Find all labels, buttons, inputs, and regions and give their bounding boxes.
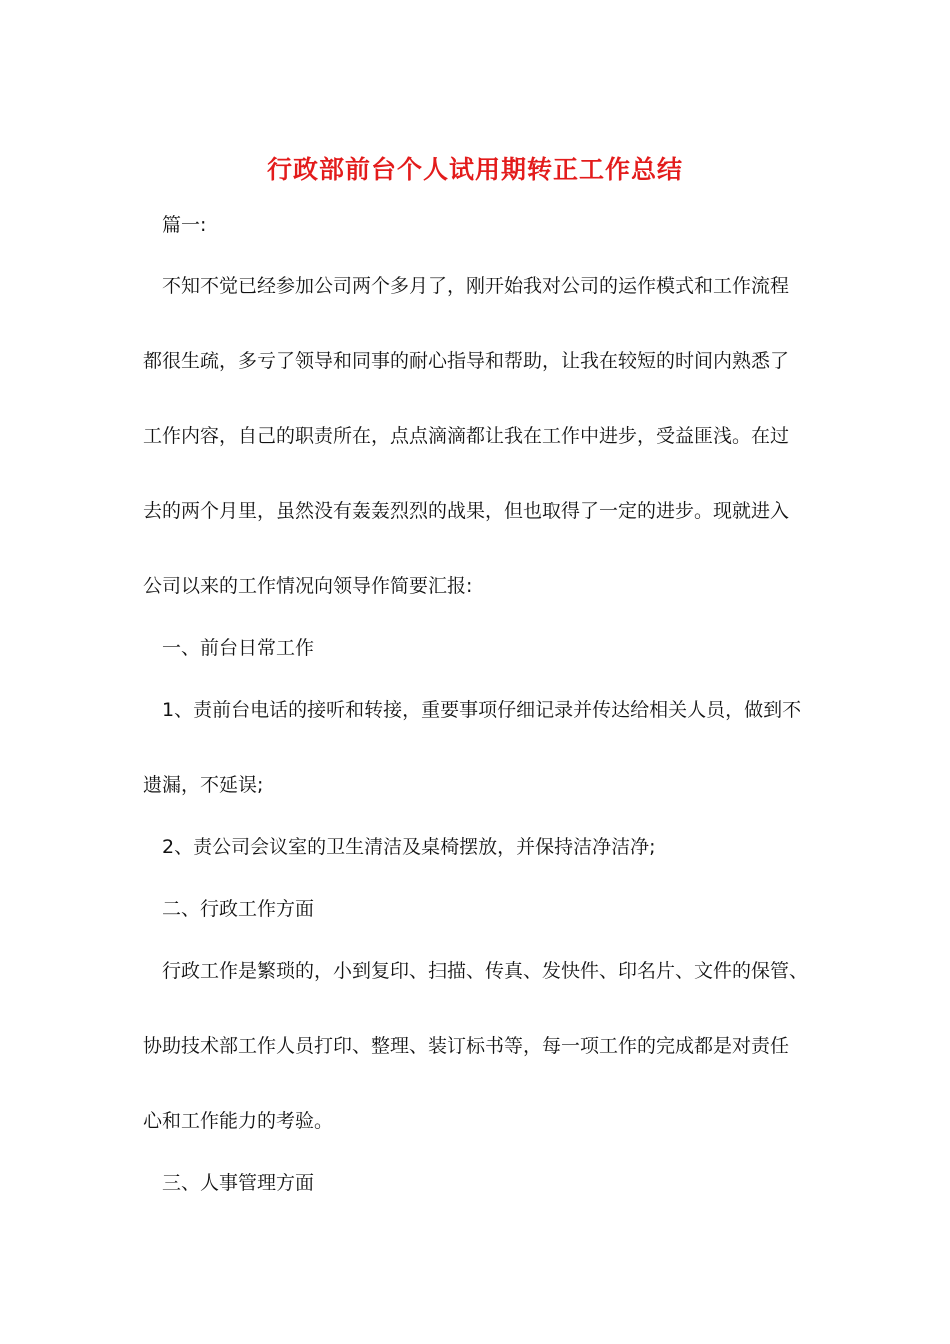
- paragraph-line: 工作内容，自己的职责所在，点点滴滴都让我在工作中进步，受益匪浅。在过: [143, 425, 790, 447]
- document-title: 行政部前台个人试用期转正工作总结: [266, 155, 683, 184]
- paragraph-line: 都很生疏，多亏了领导和同事的耐心指导和帮助，让我在较短的时间内熟悉了: [143, 350, 790, 372]
- paragraph-line: 1、责前台电话的接听和转接，重要事项仔细记录并传达给相关人员，做到不: [162, 699, 802, 721]
- paragraph-line: 2、责公司会议室的卫生清洁及桌椅摆放，并保持洁净洁净;: [162, 836, 656, 858]
- section-heading: 二、行政工作方面: [162, 898, 315, 920]
- paragraph-line: 去的两个月里，虽然没有轰轰烈烈的战果，但也取得了一定的进步。现就进入: [143, 500, 790, 522]
- paragraph-line: 遗漏，不延误;: [143, 774, 264, 796]
- paragraph-line: 不知不觉已经参加公司两个多月了，刚开始我对公司的运作模式和工作流程: [162, 275, 790, 297]
- section-heading: 三、人事管理方面: [162, 1172, 315, 1194]
- paragraph-line: 公司以来的工作情况向领导作简要汇报:: [143, 575, 473, 597]
- paragraph-line: 行政工作是繁琐的，小到复印、扫描、传真、发快件、印名片、文件的保管、: [162, 960, 809, 982]
- paragraph-line: 协助技术部工作人员打印、整理、装订标书等，每一项工作的完成都是对责任: [143, 1035, 790, 1057]
- paragraph-line: 心和工作能力的考验。: [143, 1110, 334, 1132]
- section-label: 篇一:: [162, 214, 207, 236]
- section-heading: 一、前台日常工作: [162, 637, 315, 659]
